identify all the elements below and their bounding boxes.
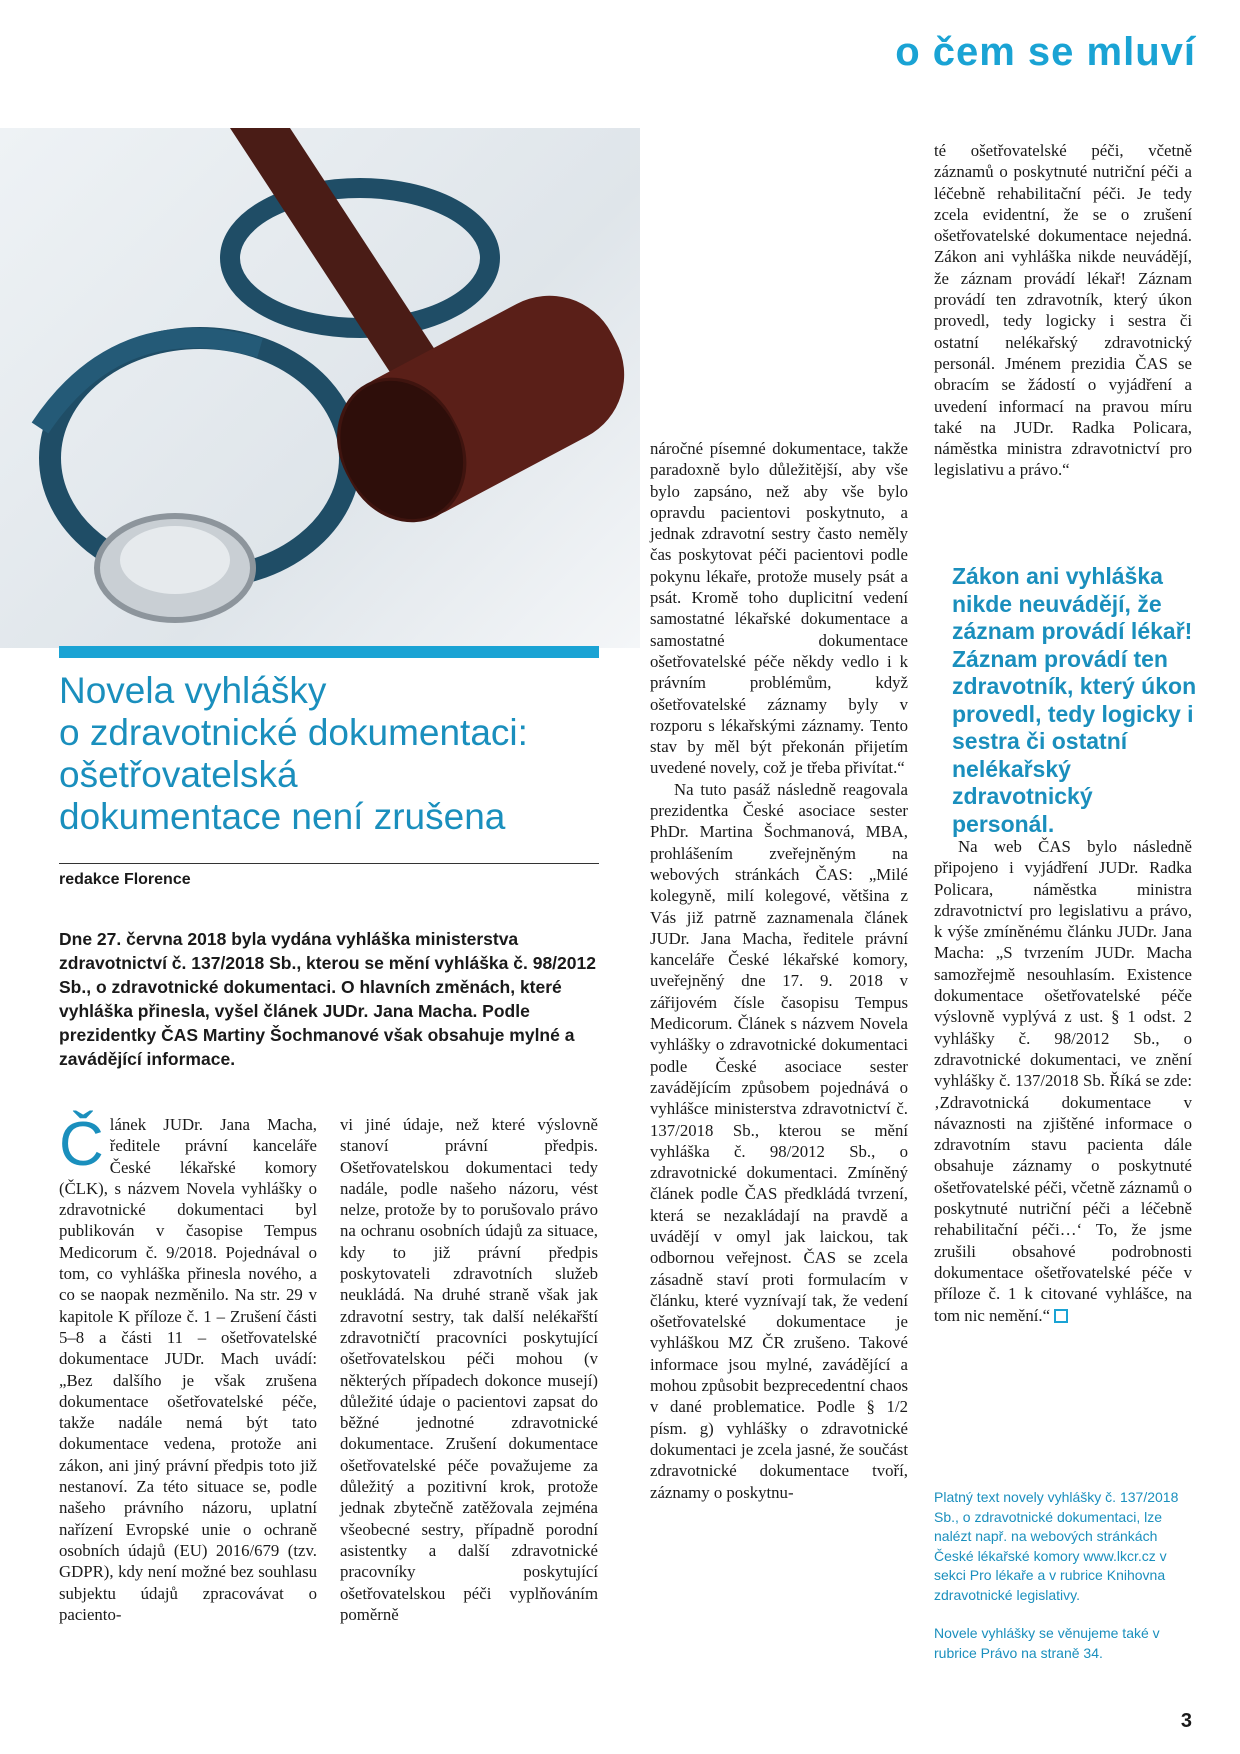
- section-label: o čem se mluví: [895, 30, 1196, 74]
- body-text: té ošetřovatelské péči, včetně záznamů o poskytnuté nutriční péči a léčebně rehabilitační péči. Je tedy zcela evidentní, že se o zrušení ošetřovatelské dokumentace nejedná. Zákon ani vyhláška nikde neuvádějí, že záznam provádí lékař! Záznam provádí ten zdravotník, který úkon provedl, tedy logicky i sestra či ostatní nelékařský zdravotnický personál. Jménem prezidia ČAS se obracím se žádostí o vyjádření a uvedení informací na pravou míru také na JUDr. Radka Policara, náměstka ministra zdravotnictví pro legislativu a právo.“: [934, 141, 1192, 480]
- info-note: [934, 1488, 1192, 1682]
- title-line: ošetřovatelská: [59, 754, 298, 795]
- note-text: Platný text novely vyhlášky č. 137/2018 Sb., o zdravotnické dokumentaci, lze nalézt např. na webových stránkách České lékařské komory www.lkcr.cz v sekci Pro lékaře a v rubrice Knihovna zdravotnické legislativy.: [934, 1489, 1179, 1603]
- byline: redakce Florence: [59, 871, 191, 888]
- pull-quote: Zákon ani vyhláška nikde neuvádějí, že záznam provádí lékař! Záznam provádí ten zdravotník, který úkon provedl, tedy logicky i sestra či ostatní nelékařský zdravotnický personál.: [952, 563, 1197, 837]
- lead-paragraph: Dne 27. června 2018 byla vydána vyhláška ministerstva zdravotnictví č. 137/2018 Sb., kterou se mění vyhláška č. 98/2012 Sb., o zdravotnické dokumentaci. O hlavních změnách, které vyhláška přinesla, vyšel článek JUDr. Jana Macha. Podle prezidentky ČAS Martiny Šochmanové však obsahuje mylné a zavádějící informace.: [59, 929, 596, 1069]
- drop-cap: Č: [59, 1110, 104, 1179]
- body-column-3: [650, 438, 908, 1503]
- body-text: náročné písemné dokumentace, takže paradoxně bylo důležitější, aby vše bylo zapsáno, než aby vše bylo opravdu pacientovi poskytnuto, a jednak zdravotní sestry často neměly čas poskytovat péči pacientovi podle pokynu lékaře, protože musely psát a psát. Kromě toho duplicitní vedení samostatné lékařské dokumentace a samostatné dokumentace ošetřovatelské péče někdy vedlo i k právním problémům, když ošetřovatelské záznamy byly v rozporu s lékařskými záznamy. Tento stav by měl být překonán přijetím uvedené novely, což je třeba přivítat.“: [650, 439, 908, 778]
- page-number: 3: [1180, 1710, 1192, 1732]
- end-mark-icon: [1054, 1309, 1068, 1323]
- article-photo: [0, 128, 640, 648]
- title-line: o zdravotnické dokumentaci:: [59, 712, 528, 753]
- body-text: Na web ČAS bylo následně připojeno i vyjádření JUDr. Radka Policara, náměstka ministra zdravotnictví pro legislativu a právo, k výše zmíněnému článku JUDr. Jana Macha: „S tvrzením JUDr. Macha samozřejmě nesouhlasím. Existence dokumentace ošetřovatelské péče výslovně vyplývá z ust. § 1 odst. 2 vyhlášky č. 98/2012 Sb., o zdravotnické dokumentaci, ve znění vyhlášky č. 137/2018 Sb. Říká se zde: ‚Zdravotnická dokumentace v návaznosti na zjištěné informace o zdravotním stavu pacienta dále obsahuje záznamy o poskytnuté ošetřovatelské péči, včetně záznamů o poskytnuté nutriční péči a léčebně rehabilitační péči…‘ To, že jsme zrušili obsahové podrobnosti dokumentace ošetřovatelské péče v příloze č. 1 k citované vyhlášce, na tom nic nemění.“: [934, 837, 1192, 1325]
- title-rule: [59, 863, 599, 864]
- body-column-2: [340, 1114, 598, 1625]
- title-line: dokumentace není zrušena: [59, 796, 506, 837]
- title-accent-bar: [59, 646, 599, 658]
- note-text: Novele vyhlášky se věnujeme také v rubrice Právo na straně 34.: [934, 1625, 1160, 1661]
- body-column-4: [934, 140, 1192, 481]
- gavel-stethoscope-illustration: [0, 128, 640, 648]
- title-line: Novela vyhlášky: [59, 670, 327, 711]
- body-text: Na tuto pasáž následně reagovala prezidentka České asociace sester PhDr. Martina Šochmanová, MBA, prohlášením zveřejněným na webových stránkách ČAS: „Milé kolegyně, milí kolegové, většina z Vás již patrně zaznamenala článek JUDr. Jana Macha, ředitele právní kanceláře České lékařské komory, uveřejněný dne 17. 9. 2018 v zářijovém čísle časopisu Tempus Medicorum. Článek s názvem Novela vyhlášky o zdravotnické dokumentaci podle České asociace sester zavádějícím způsobem pojednává o vyhlášce ministerstva zdravotnictví č. 137/2018 Sb., kterou se mění vyhláška č. 98/2012 Sb., o zdravotnické dokumentaci. Zmíněný článek podle ČAS předkládá tvrzení, která se nezakládají na pravdě a uvádějí v omyl jak laickou, tak odbornou veřejnost. ČAS se zcela zásadně staví proti formulacím v článku, které vyznívají tak, že vedení ošetřovatelské dokumentace je vyhláškou MZ ČR zrušeno. Takové informace jsou mylné, zavádějící a mohou způsobit bezprecedentní chaos v dané problematice. Podle § 1/2 písm. g) vyhlášky o zdravotnické dokumentaci je zcela jasné, že součást zdravotnické dokumentace tvoří, záznamy o poskytnu-: [650, 779, 908, 1502]
- article-title: [59, 670, 619, 838]
- body-column-1: [59, 1110, 317, 1625]
- body-text: lánek JUDr. Jana Macha, ředitele právní kanceláře České lékařské komory (ČLK), s názvem Novela vyhlášky o zdravotnické dokumentaci byl publikován v časopise Tempus Medicorum č. 9/2018. Pojednával o tom, co vyhláška přinesla nového, a co se naopak nezměnilo. Na str. 29 v kapitole K příloze č. 1 – Zrušení části 5–8 a části 11 – ošetřovatelské dokumentace JUDr. Mach uvádí: „Bez dalšího je však zrušena dokumentace ošetřovatelské péče, takže nadále nemá být tato dokumentace vedena, protože ani zákon, ani jiný právní předpis toto již nestanoví. Za této situace se, podle našeho právního názoru, uplatní nařízení Evropské unie o ochraně osobních údajů (EU) 2016/679 (tzv. GDPR), kdy není možné bez souhlasu subjektu údajů zpracovávat o paciento-: [59, 1115, 317, 1624]
- body-text: vi jiné údaje, než které výslovně stanoví právní předpis. Ošetřovatelskou dokumentaci tedy nadále, podle našeho názoru, vést nelze, protože by to porušovalo právo na ochranu osobních údajů za situace, kdy to již právní předpis poskytovateli zdravotních služeb neukládá. Na druhé straně však jak zdravotní sestry, tak další nelékařští zdravotničtí pracovníci poskytující ošetřovatelskou péči mohou (v některých případech dokonce musejí) důležité údaje o pacientovi zapsat do běžné jednotné zdravotnické dokumentace. Zrušení dokumentace ošetřovatelské péče považujeme za důležitý a pozitivní krok, protože jednak zbytečně zatěžovala zejména všeobecné sestry, případně porodní asistentky a další zdravotnické pracovníky poskytující ošetřovatelskou péči vyplňováním poměrně: [340, 1115, 598, 1624]
- body-column-4-continued: [934, 836, 1192, 1326]
